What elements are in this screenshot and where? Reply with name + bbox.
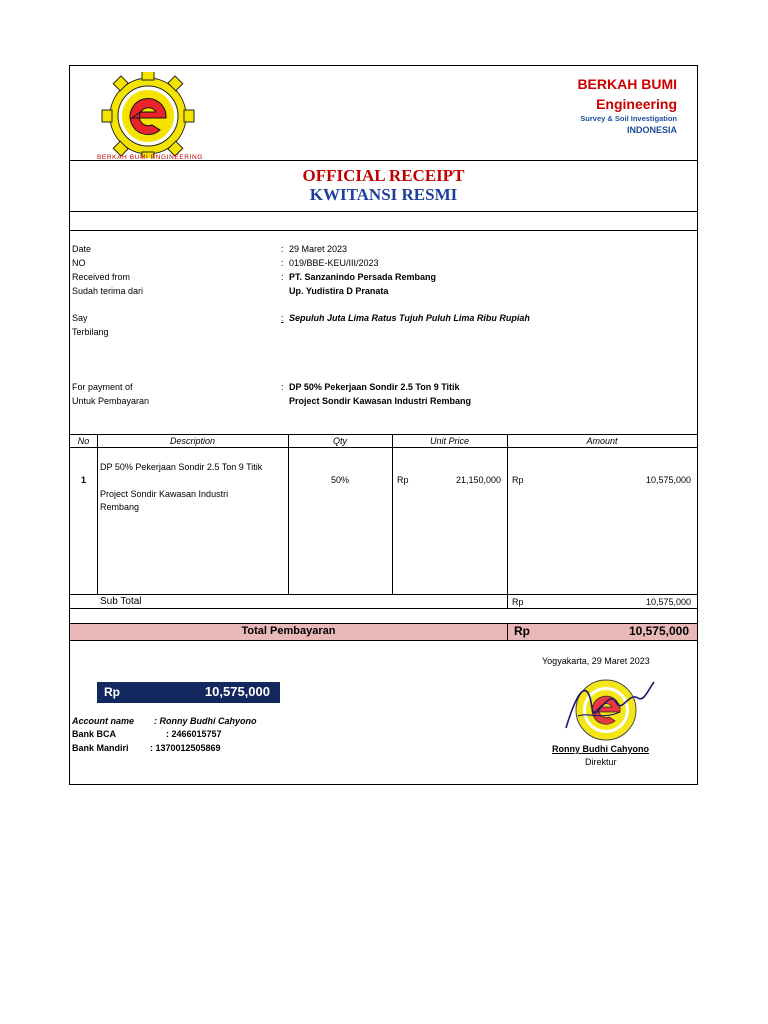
colon: : xyxy=(281,313,284,323)
company-tagline: Survey & Soil Investigation xyxy=(580,114,677,123)
account-label: Account name xyxy=(72,716,135,726)
table-border xyxy=(70,447,697,448)
row-no: 1 xyxy=(80,475,86,485)
company-country: INDONESIA xyxy=(626,125,677,135)
table-header-amount: Amount xyxy=(586,436,618,446)
say-label: Say xyxy=(72,313,88,323)
say-value: Sepuluh Juta Lima Ratus Tujuh Puluh Lima Ribu Rupiah xyxy=(289,313,530,323)
divider xyxy=(70,230,697,231)
table-border xyxy=(70,594,697,595)
amount-box-currency: Rp xyxy=(104,685,120,699)
total-currency: Rp xyxy=(514,624,530,638)
date-value: 29 Maret 2023 xyxy=(289,244,348,254)
amount-box xyxy=(97,682,280,703)
terbilang-label: Terbilang xyxy=(72,327,109,337)
table-border xyxy=(507,623,508,641)
colon: : xyxy=(281,272,284,282)
sudah-label: Sudah terima dari xyxy=(72,286,144,296)
signer-role: Direktur xyxy=(585,757,617,767)
received-label: Received from xyxy=(72,272,131,282)
subtotal-label: Sub Total xyxy=(100,596,142,607)
account-value: : Ronny Budhi Cahyono xyxy=(154,716,257,726)
subtotal-value: 10,575,000 xyxy=(645,597,691,607)
date-label: Date xyxy=(72,244,92,254)
sudah-value: Up. Yudistira D Pranata xyxy=(289,286,389,296)
row-qty: 50% xyxy=(330,475,349,485)
table-border xyxy=(97,434,98,594)
mandiri-value: : 1370012505869 xyxy=(150,743,221,753)
payment-label: For payment of xyxy=(72,382,133,392)
received-value: PT. Sanzanindo Persada Rembang xyxy=(289,272,437,282)
table-header-no: No xyxy=(77,436,90,446)
bca-label: Bank BCA xyxy=(72,729,117,739)
row-unit-currency: Rp xyxy=(397,475,409,485)
row-desc-line1: DP 50% Pekerjaan Sondir 2.5 Ton 9 Titik xyxy=(100,462,263,472)
table-header-qty: Qty xyxy=(332,436,347,446)
mandiri-label: Bank Mandiri xyxy=(72,743,129,753)
company-division: Engineering xyxy=(596,96,677,112)
logo-caption: BERKAH BUMI ENGINEERING xyxy=(97,154,203,161)
divider xyxy=(70,211,697,212)
company-name: BERKAH BUMI xyxy=(577,76,677,92)
company-logo xyxy=(98,72,208,158)
company-stamp xyxy=(558,668,658,748)
row-desc-line3: Rembang xyxy=(100,502,140,512)
row-unit-price: 21,150,000 xyxy=(455,475,501,485)
amount-box-value: 10,575,000 xyxy=(204,684,270,699)
table-border xyxy=(70,608,697,609)
colon: : xyxy=(281,244,284,254)
colon: : xyxy=(281,382,284,392)
row-amount-currency: Rp xyxy=(512,475,524,485)
signer-name: Ronny Budhi Cahyono xyxy=(552,744,649,754)
receipt-subtitle: KWITANSI RESMI xyxy=(309,185,458,204)
row-desc-line2: Project Sondir Kawasan Industri xyxy=(100,489,229,499)
table-border xyxy=(392,434,393,594)
divider xyxy=(70,160,697,161)
subtotal-currency: Rp xyxy=(512,597,524,607)
no-value: 019/BBE-KEU/III/2023 xyxy=(289,258,379,268)
table-header-unit-price: Unit Price xyxy=(429,436,469,446)
untuk-value: Project Sondir Kawasan Industri Rembang xyxy=(289,396,472,406)
colon: : xyxy=(281,258,284,268)
receipt-title: OFFICIAL RECEIPT xyxy=(302,166,465,185)
table-border xyxy=(70,434,697,435)
table-header-description: Description xyxy=(169,436,216,446)
table-border xyxy=(288,434,289,594)
untuk-label: Untuk Pembayaran xyxy=(72,396,150,406)
total-label: Total Pembayaran xyxy=(241,625,336,637)
payment-value: DP 50% Pekerjaan Sondir 2.5 Ton 9 Titik xyxy=(289,382,460,392)
table-border xyxy=(507,434,508,608)
total-value: 10,575,000 xyxy=(628,624,689,638)
row-amount: 10,575,000 xyxy=(645,475,691,485)
receipt-sheet xyxy=(69,65,698,785)
no-label: NO xyxy=(72,258,86,268)
bca-value: : 2466015757 xyxy=(166,729,222,739)
place-date: Yogyakarta, 29 Maret 2023 xyxy=(542,656,650,666)
